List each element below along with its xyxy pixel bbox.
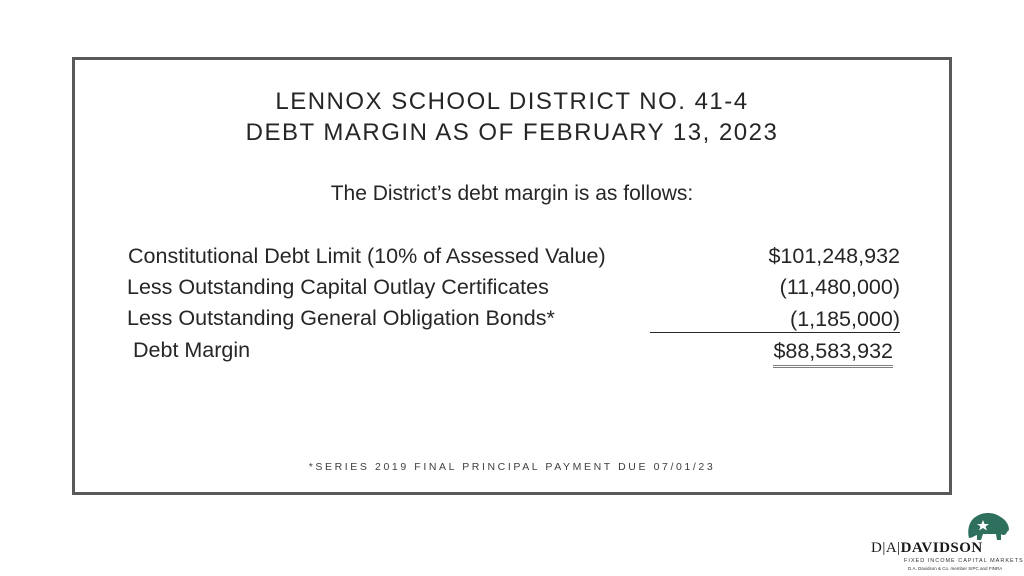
row-label: Less Outstanding Capital Outlay Certificates [127, 275, 549, 299]
row-label: Constitutional Debt Limit (10% of Assessed Value) [128, 244, 606, 268]
row-amount: (1,185,000) [650, 306, 900, 333]
row-amount: (11,480,000) [779, 275, 900, 299]
davidson-logo [868, 508, 1024, 572]
title-line-2: DEBT MARGIN AS OF FEBRUARY 13, 2023 [245, 119, 779, 146]
logo-subline: D.A. Davidson & Co. member SIPC and FINRA [908, 566, 1003, 571]
slide-frame [72, 57, 952, 495]
row-amount: $88,583,932 [773, 338, 893, 368]
row-label: Debt Margin [133, 338, 251, 362]
logo-wordmark [871, 540, 983, 557]
row-label: Less Outstanding General Obligation Bonds* [127, 306, 555, 330]
capital-outlay-row [75, 275, 949, 305]
row-amount: $101,248,932 [768, 244, 900, 268]
debt-margin-row [75, 338, 949, 368]
logo-tagline: FIXED INCOME CAPITAL MARKETS [904, 558, 1024, 564]
debt-limit-row [75, 244, 949, 274]
title-line-1: LENNOX SCHOOL DISTRICT NO. 41-4 [275, 88, 749, 115]
intro-text: The District’s debt margin is as follows: [330, 182, 694, 205]
go-bonds-row [75, 306, 949, 336]
bison-icon [963, 508, 1013, 544]
logo-monogram: D|A| [871, 540, 901, 556]
footnote: *SERIES 2019 FINAL PRINCIPAL PAYMENT DUE 07/01/23 [308, 461, 716, 473]
logo-brand: DAVIDSON [900, 540, 983, 556]
